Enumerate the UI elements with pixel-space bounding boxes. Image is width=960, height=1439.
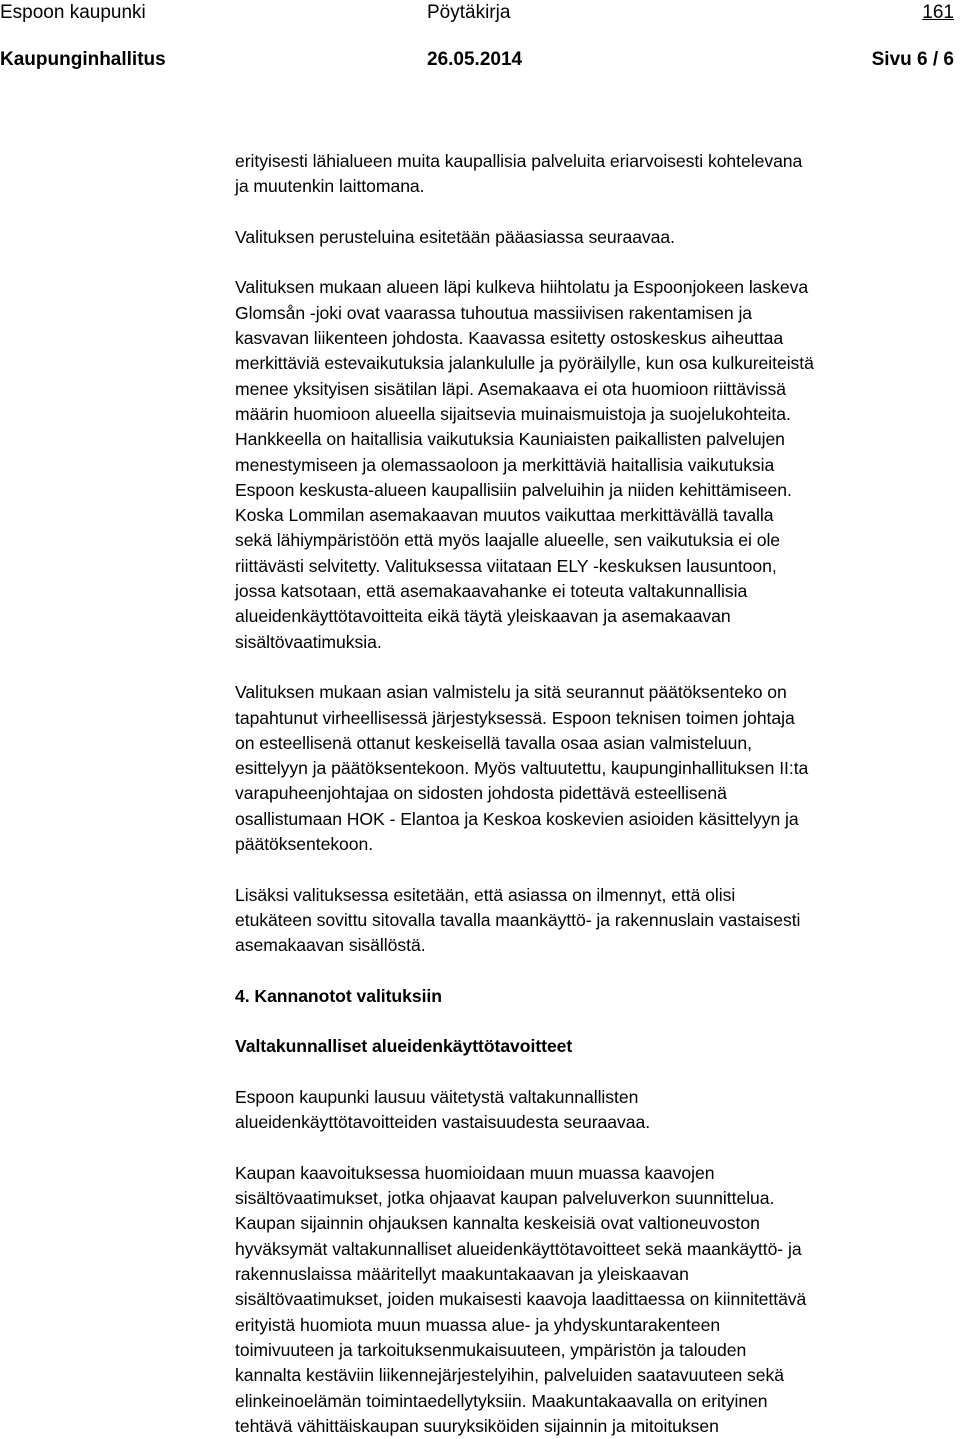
subsection-heading: Valtakunnalliset alueidenkäyttötavoitteet — [235, 1036, 573, 1057]
text-line: merkittäviä estevaikutuksia jalankululle ja pyöräilylle, kun osa kulkureiteistä — [235, 353, 814, 374]
paragraph — [235, 883, 957, 959]
text-line: rakennuslaissa määritellyt maakuntakaavan ja yleiskaavan — [235, 1264, 689, 1285]
text-line: menee yksityisen sisätilan läpi. Asemakaava ei ota huomioon riittävissä — [235, 378, 786, 399]
text-line: alueidenkäyttötavoitteiden vastaisuudesta seuraavaa. — [235, 1112, 651, 1133]
text-line: alueidenkäyttötavoitteita eikä täytä yleiskaavan ja asemakaavan — [235, 606, 731, 627]
text-line: jossa katsotaan, että asemakaavahanke ei toteuta valtakunnallisia — [235, 581, 748, 602]
text-line: Espoon kaupunki lausuu väitetystä valtakunnallisten — [235, 1086, 639, 1107]
text-line: sisältövaatimukset, joiden mukaisesti kaavoja laadittaessa on kiinnitettävä — [235, 1289, 807, 1310]
paragraph — [235, 1161, 957, 1439]
text-line: osallistumaan HOK - Elantoa ja Keskoa koskevien asioiden käsittelyyn ja — [235, 808, 799, 829]
text-line: kannalta kestäviin liikennejärjestelyihin, palveluiden saatavuuteen sekä — [235, 1365, 784, 1386]
document-body — [235, 149, 957, 1439]
organization-name: Espoon kaupunki — [0, 2, 146, 23]
text-line: Valituksen perusteluina esitetään pääasiassa seuraavaa. — [235, 226, 675, 247]
text-line: on esteellisenä ottanut keskeisellä tavalla osaa asian valmisteluun, — [235, 732, 752, 753]
text-line: Valituksen mukaan alueen läpi kulkeva hiihtolatu ja Espoonjokeen laskeva — [235, 277, 809, 298]
text-line: riittävästi selvitetty. Valituksessa viitataan ELY -keskuksen lausuntoon, — [235, 555, 777, 576]
text-line: ja muutenkin laittomana. — [235, 176, 425, 197]
document-type: Pöytäkirja — [427, 2, 511, 23]
text-line: asemakaavan sisällöstä. — [235, 935, 426, 956]
text-line: hyväksymät valtakunnalliset alueidenkäyttötavoitteet sekä maankäyttö- ja — [235, 1238, 802, 1259]
text-line: erityisesti lähialueen muita kaupallisia palveluita eriarvoisesti kohtelevana — [235, 151, 803, 171]
text-line: varapuheenjohtajaa on sidosten johdosta pidettävä esteellisenä — [235, 783, 727, 804]
text-line: Espoon keskusta-alueen kaupallisiin palveluihin ja niiden kehittämiseen. — [235, 479, 792, 500]
text-line: päätöksentekoon. — [235, 834, 374, 855]
body-name: Kaupunginhallitus — [0, 49, 166, 70]
paragraph — [235, 275, 957, 654]
text-line: tehtävä vähittäiskaupan suuryksiköiden sijainnin ja mitoituksen — [235, 1415, 719, 1436]
paragraph — [235, 680, 957, 857]
text-line: toimivuuteen ja tarkoituksenmukaisuuteen, ympäristön ja talouden — [235, 1339, 747, 1360]
page-header-bottom — [0, 47, 960, 73]
text-line: sisältövaatimukset, jotka ohjaavat kaupan palveluverkon suunnittelua. — [235, 1188, 775, 1209]
text-line: erityistä huomiota muun muassa alue- ja yhdyskuntarakenteen — [235, 1314, 721, 1335]
text-line: menestymiseen ja olemassaoloon ja merkittäviä haitallisia vaikutuksia — [235, 454, 775, 475]
text-line: Kaupan sijainnin ohjauksen kannalta keskeisiä ovat valtioneuvoston — [235, 1213, 760, 1234]
text-line: määrin huomioon alueella sijaitsevia muinaismuistoja ja suojelukohteita. — [235, 403, 791, 424]
paragraph — [235, 149, 957, 200]
text-line: Koska Lommilan asemakaavan muutos vaikuttaa merkittävällä tavalla — [235, 505, 774, 526]
text-line: tapahtunut virheellisessä järjestyksessä. Espoon teknisen toimen johtaja — [235, 707, 795, 728]
text-line: sisältövaatimuksia. — [235, 631, 382, 652]
text-line: kasvavan liikenteen johdosta. Kaavassa esitetty ostoskeskus aiheuttaa — [235, 328, 784, 349]
page-header-top — [0, 0, 960, 26]
text-line: Hankkeella on haitallisia vaikutuksia Kauniaisten paikallisten palvelujen — [235, 429, 785, 450]
section-number: 161 — [922, 2, 954, 23]
section-heading: 4. Kannanotot valituksiin — [235, 985, 442, 1006]
text-line: sekä lähiympäristöön että myös laajalle alueelle, sen vaikutuksia ei ole — [235, 530, 781, 551]
text-line: etukäteen sovittu sitovalla tavalla maankäyttö- ja rakennuslain vastaisesti — [235, 909, 801, 930]
text-line: elinkeinoelämän toimintaedellytyksiin. Maakuntakaavalla on erityinen — [235, 1390, 768, 1411]
paragraph — [235, 225, 957, 250]
meeting-date: 26.05.2014 — [427, 49, 523, 70]
text-line: esittelyyn ja päätöksentekoon. Myös valtuutettu, kaupunginhallituksen II:ta — [235, 758, 809, 779]
text-line: Valituksen mukaan asian valmistelu ja sitä seurannut päätöksenteko on — [235, 682, 787, 703]
page-number: Sivu 6 / 6 — [871, 49, 954, 70]
text-line: Lisäksi valituksessa esitetään, että asiassa on ilmennyt, että olisi — [235, 884, 736, 905]
text-line: Glomsån -joki ovat vaarassa tuhoutua massiivisen rakentamisen ja — [235, 302, 753, 323]
paragraph — [235, 1085, 957, 1136]
text-line: Kaupan kaavoituksessa huomioidaan muun muassa kaavojen — [235, 1162, 715, 1183]
